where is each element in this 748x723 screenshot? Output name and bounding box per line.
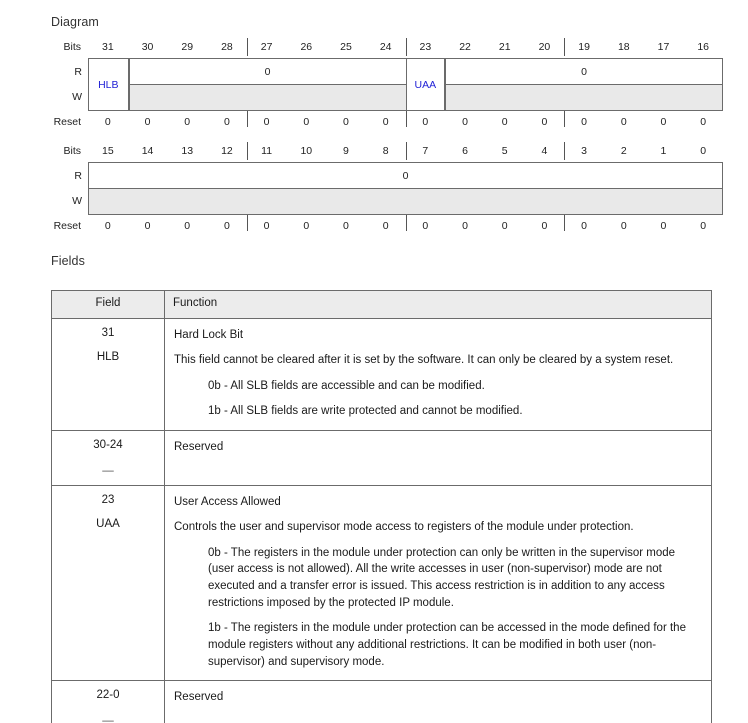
field-mnemonic: — [102,715,114,723]
byte-separator-tick [406,38,407,56]
fields-table-row [52,431,712,486]
reset-value-cell: 0 [620,220,627,232]
field-bit-range: 22-0 [96,689,120,702]
bit-number-label: 8 [382,145,389,157]
reset-value-cell: 0 [501,220,508,232]
bit-number-label: 28 [221,41,233,53]
bit-number-label: 7 [422,145,429,157]
read-value-cell: 0 [445,59,722,84]
fields-table-row [52,486,712,681]
read-row-label: R [74,65,82,78]
bit-number-label: 29 [181,41,194,53]
field-mnemonic: UAA [96,518,120,530]
reset-value-cell: 0 [541,116,548,128]
reset-value-cell: 0 [422,116,429,128]
field-title: Reserved [174,691,224,704]
reset-value-cell: 0 [660,116,667,128]
bit-number-label: 6 [462,145,468,157]
bit-number-label: 16 [697,41,709,53]
byte-separator-tick [247,142,248,160]
byte-separator-tick [247,215,248,231]
field-mnemonic: — [102,465,114,477]
column-header-field: Field [52,291,165,319]
read-row [89,163,722,188]
register-bit-grid [72,58,723,111]
field-title: Hard Lock Bit [174,329,244,341]
bit-number-label: 31 [102,41,114,53]
bit-number-label: 25 [340,41,352,53]
bit-number-label: 17 [657,41,670,53]
read-value-cell: 0 [402,169,409,182]
reset-value-cell: 0 [620,116,627,128]
reset-value-cell: 0 [422,220,429,232]
field-function-cell [165,486,712,681]
reset-value-cell: 0 [184,220,191,232]
read-value-cell: 0 [129,59,406,84]
bits-row-label: Bits [63,41,81,53]
register-field-name: HLB [89,59,129,110]
reset-value-cell: 0 [462,116,468,128]
reset-value-cell: 0 [104,116,111,128]
bit-number-label: 11 [261,145,273,157]
field-bit-range: 31 [101,327,115,339]
read-row-label: R [74,169,82,182]
bit-number-label: 3 [581,145,588,157]
fields-table-header-row [52,291,712,319]
bit-number-label: 22 [459,41,471,53]
reset-value-cell: 0 [144,220,151,232]
column-header-function: Function [165,291,712,319]
reset-value-cell: 0 [184,116,191,128]
reset-value-cell: 0 [223,116,230,128]
field-bit-range-cell [52,319,165,431]
bit-number-label: 9 [343,145,349,157]
bit-number-label: 21 [498,41,511,53]
bit-number-label: 2 [620,145,627,157]
bit-number-label: 23 [419,41,432,53]
reset-value-cell: 0 [144,116,151,128]
byte-separator-tick [406,215,407,231]
bit-number-label: 19 [578,41,590,53]
bit-number-label: 1 [660,145,667,157]
field-description: This field cannot be cleared after it is set by the software. It can only be cleared by a system reset. [174,354,674,367]
field-description: Controls the user and supervisor mode access to registers of the module under protection. [174,521,634,534]
field-function-cell [165,431,712,486]
bit-number-label: 10 [300,145,313,157]
byte-separator-tick [564,111,565,127]
bits-row-label: Bits [63,145,81,157]
reset-value-cell: 0 [223,220,230,232]
fields-table-row [52,319,712,431]
bit-number-label: 27 [260,41,273,53]
bit-number-label: 18 [617,41,630,53]
field-bit-range-cell [52,431,165,486]
write-row-label: W [72,91,82,103]
bit-number-label: 14 [141,145,154,157]
register-diagram-row-low [53,140,723,237]
register-field-name: UAA [406,59,446,110]
field-bit-range-cell [52,681,165,723]
field-bit-range-cell [52,486,165,681]
byte-separator-tick [247,38,248,56]
field-title: Reserved [174,441,224,453]
bit-number-label: 30 [141,41,154,53]
fields-table-head [52,291,712,319]
field-bit-range: 30-24 [93,439,123,451]
fields-table [51,290,712,723]
reset-value-cell: 0 [501,116,508,128]
reset-value-cell: 0 [343,220,349,232]
bit-number-label: 4 [541,145,548,157]
bit-number-label: 12 [221,145,233,157]
field-title: User Access Allowed [174,496,281,508]
reset-row-label: Reset [53,116,81,128]
bits-row [63,140,723,162]
reset-value-cell: 0 [303,116,310,128]
write-row-label: W [72,195,82,207]
reset-row-label: Reset [53,220,81,232]
field-bit-range: 23 [101,494,115,506]
field-enum-value: 1b - The registers in the module under protection can be accessed in the mode defined for the module registers without any additional restrictions. It can be modified in both user (non-supervisor) and supervisory mode. [208,622,686,668]
reset-value-cell: 0 [263,116,270,128]
reset-value-cell: 0 [581,116,588,128]
reset-value-cell: 0 [263,220,270,232]
reset-value-cell: 0 [700,116,707,128]
reset-value-cell: 0 [700,220,707,232]
reset-row [53,111,723,133]
register-diagram-row-high [53,36,723,133]
byte-separator-tick [247,111,248,127]
reset-value-cell: 0 [541,220,548,232]
fields-section-heading: Fields [51,254,85,268]
bit-number-label: 20 [538,41,551,53]
reset-value-cell: 0 [382,220,389,232]
bit-number-label: 15 [102,145,114,157]
bit-number-label: 24 [379,41,392,53]
diagram-section-heading: Diagram [51,15,99,29]
fields-table-row [52,681,712,723]
write-row [89,188,722,214]
field-enum-value: 1b - All SLB fields are write protected and cannot be modified. [208,405,523,418]
register-bit-grid [72,162,723,215]
write-shaded-cell [89,189,722,214]
reset-value-cell: 0 [660,220,667,232]
bit-number-label: 13 [181,145,194,157]
byte-separator-tick [564,38,565,56]
byte-separator-tick [564,142,565,160]
reset-value-cell: 0 [382,116,389,128]
bit-number-label: 26 [300,41,313,53]
field-mnemonic: HLB [96,351,120,363]
reset-row [53,215,723,237]
byte-separator-tick [564,215,565,231]
field-function-cell [165,319,712,431]
bit-number-label: 5 [501,145,508,157]
reset-value-cell: 0 [343,116,349,128]
byte-separator-tick [406,142,407,160]
write-shaded-cell [129,85,406,110]
field-enum-value: 0b - All SLB fields are accessible and can be modified. [208,379,485,392]
field-function-cell [165,681,712,723]
write-shaded-cell [445,85,722,110]
field-enum-value: 0b - The registers in the module under protection can only be written in the supervisor mode (user access is not allowed). All the write accesses in user (non-supervisor) mode are not executed and a transfer error is issued. This access restriction is in addition to any access restrictions imposed by the protected IP module. [208,546,676,609]
reset-value-cell: 0 [104,220,111,232]
byte-separator-tick [406,111,407,127]
reset-value-cell: 0 [581,220,588,232]
reset-value-cell: 0 [303,220,310,232]
bit-number-label: 0 [700,145,707,157]
fields-table-body [52,319,712,723]
bits-row [63,36,723,58]
reset-value-cell: 0 [462,220,468,232]
